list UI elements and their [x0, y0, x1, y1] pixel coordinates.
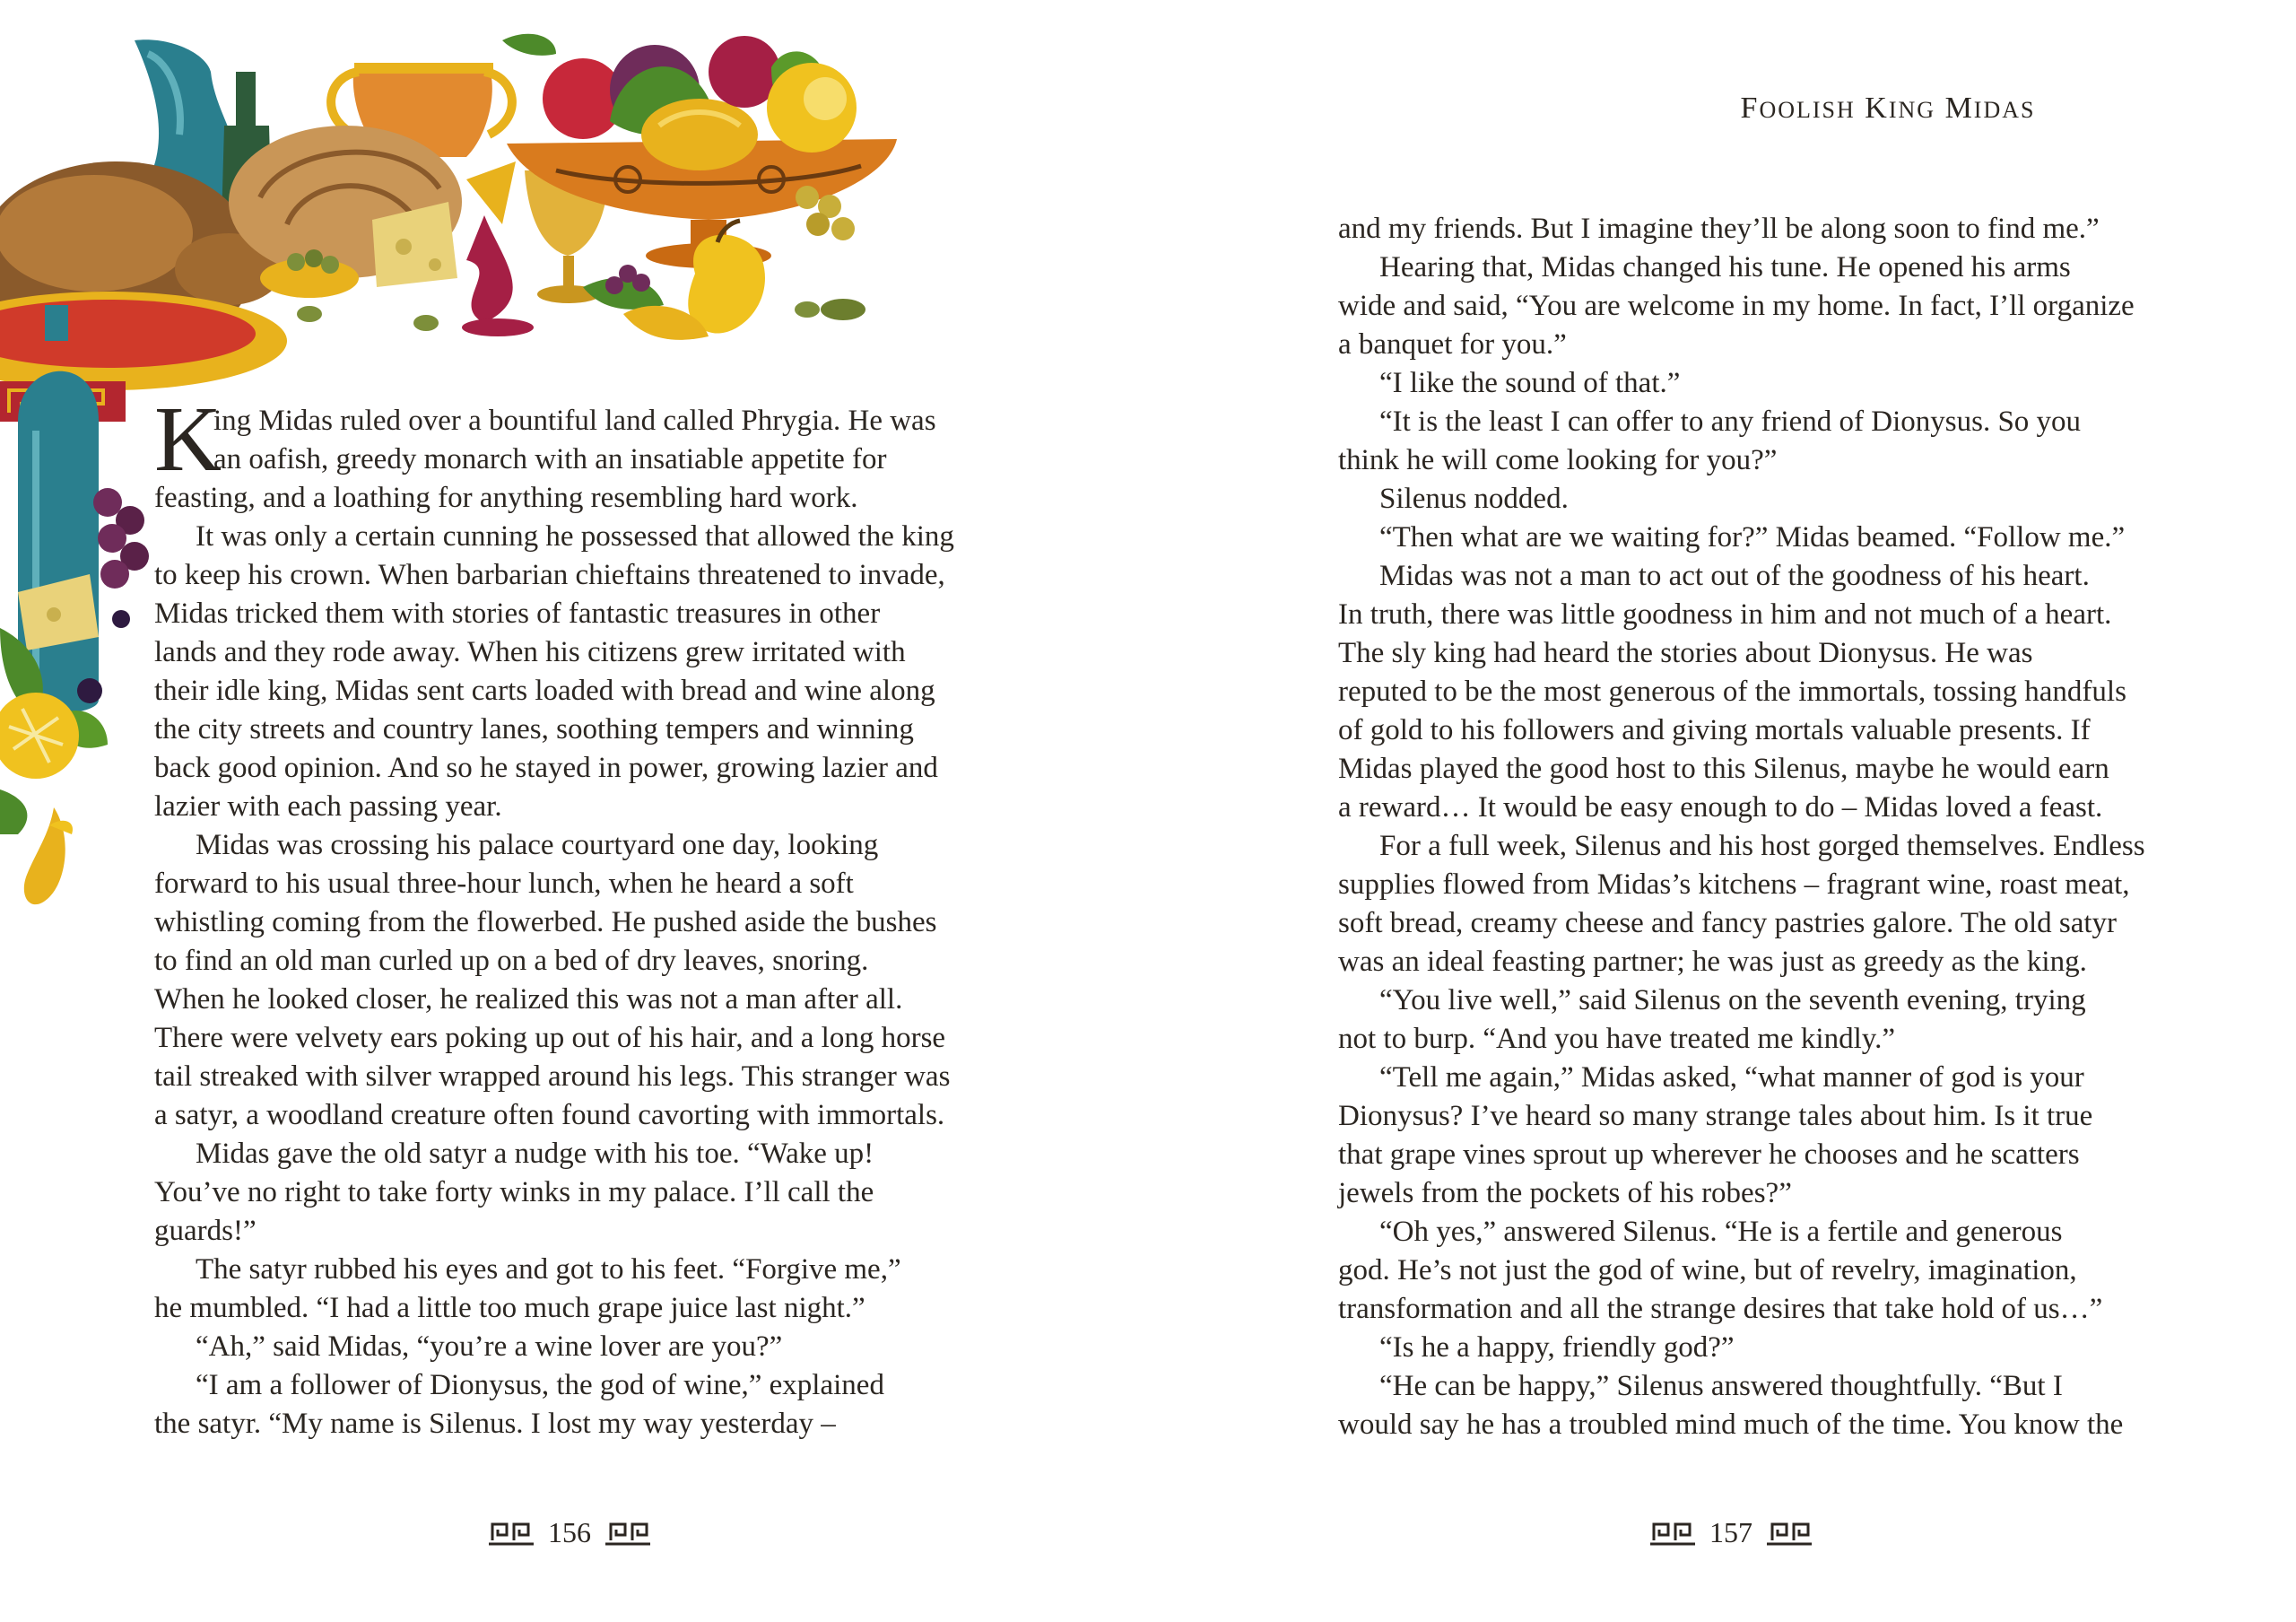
text-line: wide and said, “You are welcome in my home. In fact, I’ll organize: [1338, 290, 2135, 322]
running-head-letter: F: [1740, 92, 1760, 125]
page-number-right: [1641, 1514, 1821, 1550]
greek-key-ornament-icon: [1648, 1519, 1697, 1546]
text-line: supplies flowed from Midas’s kitchens – fragrant wine, roast meat,: [1338, 868, 2130, 901]
text-line: “Then what are we waiting for?” Midas beamed. “Follow me.”: [1379, 521, 2126, 554]
text-line: Midas was crossing his palace courtyard one day, looking: [196, 829, 879, 861]
text-line: and my friends. But I imagine they’ll be along soon to find me.”: [1338, 213, 2100, 245]
greek-key-ornament-icon: [604, 1519, 652, 1546]
text-line: There were velvety ears poking up out of his hair, and a long horse: [154, 1022, 946, 1054]
greek-key-ornament-icon: [487, 1519, 535, 1546]
text-line: In truth, there was little goodness in him and not much of a heart.: [1338, 598, 2112, 631]
text-line: that grape vines sprout up wherever he chooses and he scatters: [1338, 1138, 2080, 1171]
running-head-word: OOLISH: [1759, 97, 1856, 123]
text-line: “Is he a happy, friendly god?”: [1379, 1331, 1735, 1364]
greek-key-ornament-icon: [1765, 1519, 1813, 1546]
text-line: transformation and all the strange desires that take hold of us…”: [1338, 1293, 2103, 1325]
text-line: “He can be happy,” Silenus answered thoughtfully. “But I: [1379, 1370, 2063, 1402]
running-head-letter: M: [1944, 92, 1974, 125]
text-line: lazier with each passing year.: [154, 790, 502, 823]
text-line: Midas gave the old satyr a nudge with his toe. “Wake up!: [196, 1138, 874, 1170]
running-head-word: ING: [1888, 97, 1936, 123]
text-line: a reward… It would be easy enough to do – Midas loved a feast.: [1338, 791, 2103, 824]
text-line: the satyr. “My name is Silenus. I lost my way yesterday –: [154, 1408, 836, 1440]
text-line: “Oh yes,” answered Silenus. “He is a fertile and generous: [1379, 1216, 2063, 1248]
text-line: back good opinion. And so he stayed in power, growing lazier and: [154, 752, 938, 784]
text-line: Midas tricked them with stories of fantastic treasures in other: [154, 597, 881, 630]
text-line: reputed to be the most generous of the immortals, tossing handfuls: [1338, 676, 2126, 708]
page-number-left: [480, 1514, 659, 1550]
text-line: think he will come looking for you?”: [1338, 444, 1778, 476]
text-line: forward to his usual three-hour lunch, when he heard a soft: [154, 868, 854, 900]
text-line: he mumbled. “I had a little too much grape juice last night.”: [154, 1292, 865, 1324]
text-line: The satyr rubbed his eyes and got to his feet. “Forgive me,”: [196, 1253, 901, 1286]
text-line: ing Midas ruled over a bountiful land called Phrygia. He was: [213, 405, 936, 437]
text-line: was an ideal feasting partner; he was just as greedy as the king.: [1338, 946, 2087, 978]
text-line: It was only a certain cunning he possessed that allowed the king: [196, 520, 954, 553]
running-head-letter: K: [1865, 92, 1889, 125]
text-line: “Tell me again,” Midas asked, “what manner of god is your: [1379, 1061, 2084, 1094]
text-line: For a full week, Silenus and his host gorged themselves. Endless: [1379, 830, 2145, 862]
page-number: 156: [548, 1515, 591, 1548]
text-line: soft bread, creamy cheese and fancy pastries galore. The old satyr: [1338, 907, 2118, 939]
text-line: Midas was not a man to act out of the goodness of his heart.: [1379, 560, 2090, 592]
left-page-body-text: [154, 388, 988, 1443]
text-line: an oafish, greedy monarch with an insatiable appetite for: [213, 443, 887, 475]
text-line: not to burp. “And you have treated me kindly.”: [1338, 1023, 1896, 1055]
text-line: jewels from the pockets of his robes?”: [1338, 1177, 1792, 1209]
text-line: tail streaked with silver wrapped around his legs. This stranger was: [154, 1060, 951, 1093]
text-line: You’ve no right to take forty winks in my palace. I’ll call the: [154, 1176, 874, 1208]
right-page-body-text: [1338, 210, 2296, 1444]
text-line: to find an old man curled up on a bed of dry leaves, snoring.: [154, 945, 869, 977]
page-number: 157: [1709, 1515, 1752, 1548]
text-line: a satyr, a woodland creature often found cavorting with immortals.: [154, 1099, 945, 1131]
drop-cap: K: [154, 388, 222, 491]
text-line: “I like the sound of that.”: [1379, 367, 1681, 399]
text-line: would say he has a troubled mind much of the time. You know the: [1338, 1408, 2124, 1441]
text-line: Midas played the good host to this Silenus, maybe he would earn: [1338, 753, 2109, 785]
text-line: Hearing that, Midas changed his tune. He opened his arms: [1379, 251, 2071, 283]
running-head: [1596, 92, 2179, 126]
text-line: Silenus nodded.: [1379, 483, 1569, 515]
right-page: [1148, 0, 2296, 1622]
text-line: When he looked closer, he realized this was not a man after all.: [154, 983, 903, 1016]
text-line: feasting, and a loathing for anything resembling hard work.: [154, 482, 858, 514]
text-line: god. He’s not just the god of wine, but of revelry, imagination,: [1338, 1254, 2077, 1286]
text-line: lands and they rode away. When his citizens grew irritated with: [154, 636, 906, 668]
text-line: to keep his crown. When barbarian chieftains threatened to invade,: [154, 559, 945, 591]
text-line: Dionysus? I’ve heard so many strange tales about him. Is it true: [1338, 1100, 2093, 1132]
text-line: the city streets and country lanes, soothing tempers and winning: [154, 713, 914, 746]
text-line: “It is the least I can offer to any friend of Dionysus. So you: [1379, 406, 2082, 438]
text-line: “You live well,” said Silenus on the seventh evening, trying: [1379, 984, 2086, 1016]
text-line: whistling coming from the flowerbed. He pushed aside the bushes: [154, 906, 937, 938]
running-head-word: IDAS: [1973, 97, 2036, 123]
text-line: their idle king, Midas sent carts loaded with bread and wine along: [154, 675, 935, 707]
text-line: guards!”: [154, 1215, 257, 1247]
text-line: “Ah,” said Midas, “you’re a wine lover are you?”: [196, 1330, 783, 1363]
text-line: “I am a follower of Dionysus, the god of wine,” explained: [196, 1369, 884, 1401]
text-line: of gold to his followers and giving mortals valuable presents. If: [1338, 714, 2091, 746]
text-line: The sly king had heard the stories about Dionysus. He was: [1338, 637, 2033, 669]
text-line: a banquet for you.”: [1338, 328, 1567, 361]
